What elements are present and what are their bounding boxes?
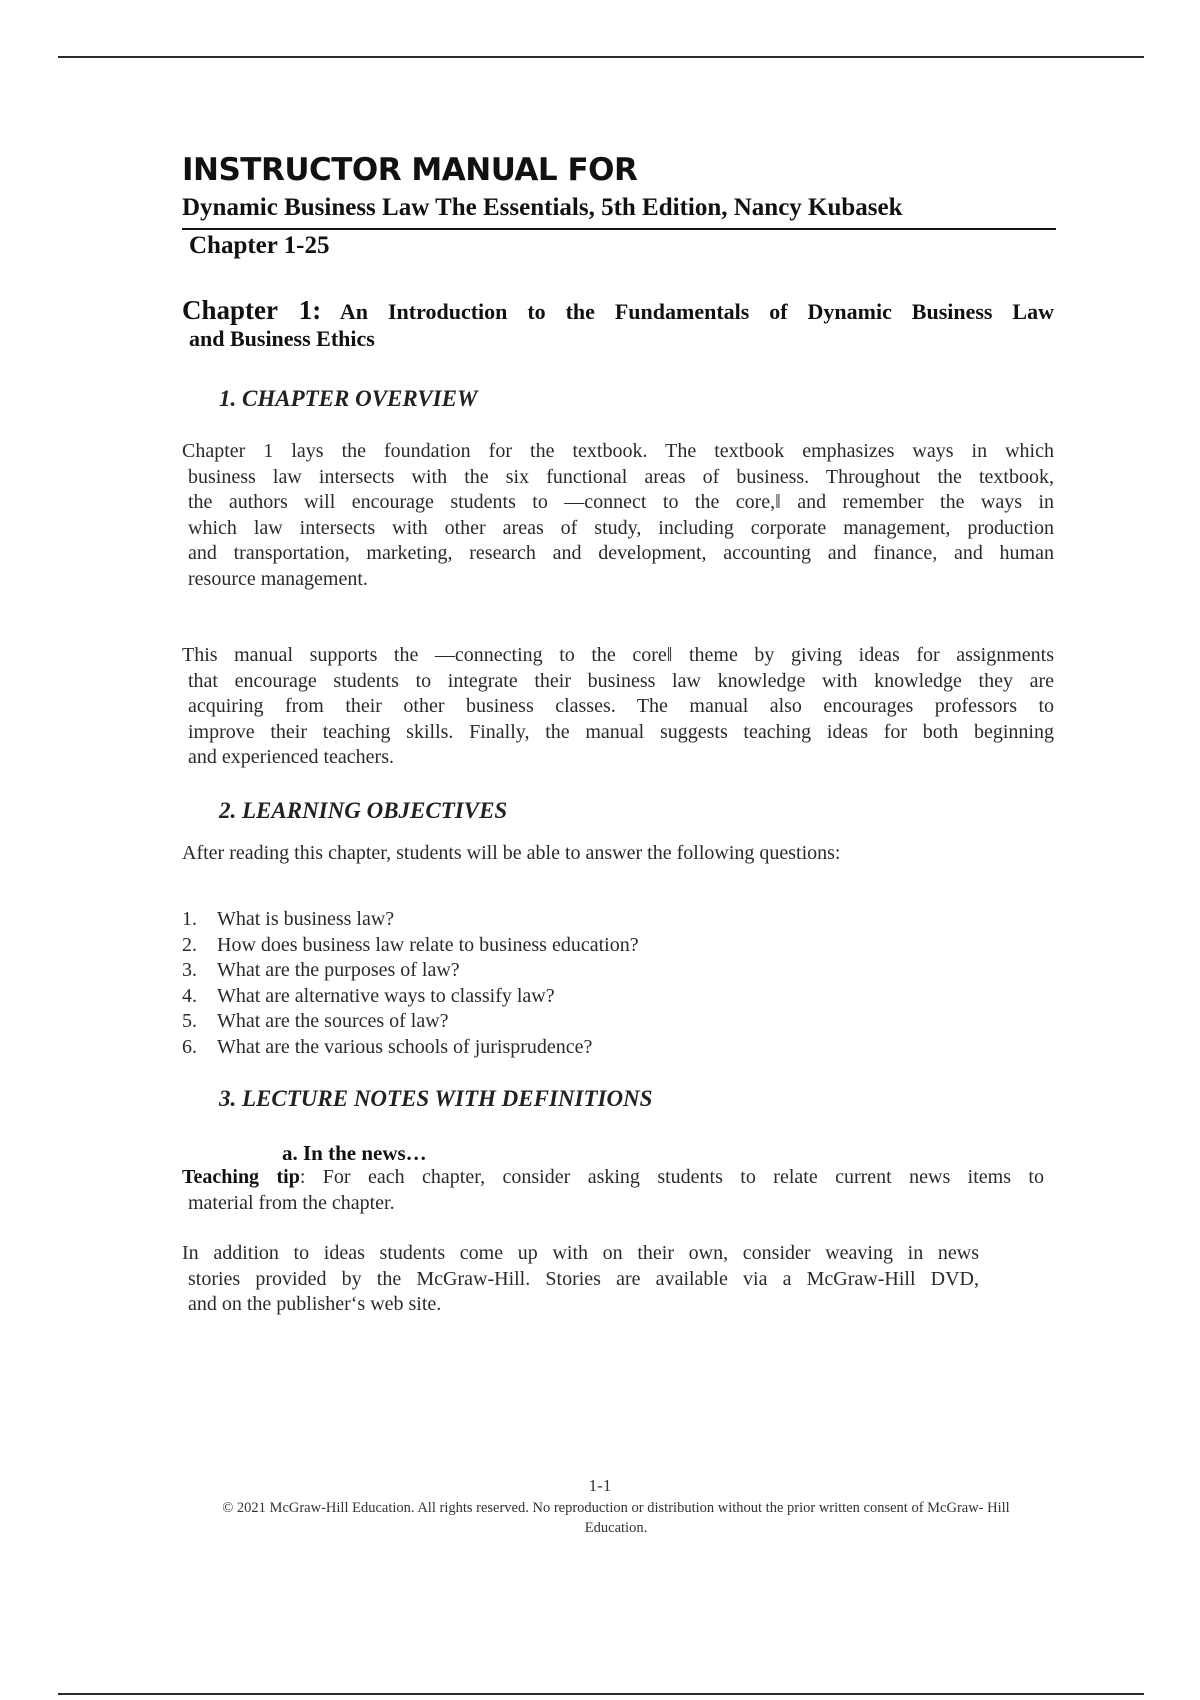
text-line: and transportation, marketing, research and development, accounting and finance, and human: [188, 542, 1054, 564]
chapter-title-line2: and Business Ethics: [189, 326, 375, 351]
page-number: 1-1: [588, 1476, 612, 1495]
list-text: What are the sources of law?: [217, 1010, 449, 1032]
text-line: that encourage students to integrate their business law knowledge with knowledge they are: [188, 669, 1054, 692]
list-text: What is business law?: [217, 908, 395, 930]
book-title: Dynamic Business Law The Essentials, 5th Edition, Nancy Kubasek: [182, 194, 903, 221]
list-item: [182, 1035, 639, 1061]
teaching-tip-text: : For each chapter, consider asking students to relate current news items to: [299, 1166, 1044, 1188]
text-line: material from the chapter.: [188, 1191, 395, 1214]
text-line: and experienced teachers.: [188, 746, 394, 768]
subheading-in-the-news: a. In the news…: [282, 1141, 427, 1165]
overview-paragraph-1: [182, 439, 1054, 592]
list-item: [182, 933, 639, 959]
objectives-list: [182, 907, 639, 1060]
bottom-rule: [58, 1693, 1144, 1695]
text-line: improve their teaching skills. Finally, the manual suggests teaching ideas for both beginning: [188, 720, 1054, 743]
text-line: acquiring from their other business classes. The manual also encourages professors to: [188, 695, 1054, 717]
text-line: Chapter 1 lays the foundation for the textbook. The textbook emphasizes ways in which: [182, 440, 1054, 462]
document-title: INSTRUCTOR MANUAL FOR: [182, 152, 638, 188]
section-heading-lecture: 3. LECTURE NOTES WITH DEFINITIONS: [219, 1086, 653, 1111]
list-item: [182, 907, 639, 933]
list-number: 3.: [182, 959, 197, 981]
top-rule: [58, 56, 1144, 58]
chapter-range: Chapter 1-25: [189, 232, 330, 259]
text-line: This manual supports the ―connecting to the core‖ theme by giving ideas for assignments: [182, 644, 1054, 666]
text-line: In addition to ideas students come up with on their own, consider weaving in news: [182, 1242, 979, 1264]
list-item: [182, 984, 639, 1010]
list-number: 4.: [182, 984, 197, 1007]
text-line: which law intersects with other areas of study, including corporate management, production: [188, 516, 1054, 539]
list-number: 1.: [182, 908, 197, 930]
list-text: What are the purposes of law?: [217, 959, 460, 981]
chapter-number: Chapter 1:: [182, 295, 322, 325]
objectives-intro: After reading this chapter, students will be able to answer the following questions:: [182, 842, 841, 864]
chapter-title-line1: An Introduction to the Fundamentals of Dynamic Business Law: [339, 299, 1054, 324]
text-line: stories provided by the McGraw-Hill. Stories are available via a McGraw-Hill DVD,: [188, 1267, 979, 1290]
title-underline: [182, 228, 1056, 230]
list-text: How does business law relate to business education?: [217, 933, 639, 956]
text-line: the authors will encourage students to ―connect to the core,‖ and remember the ways in: [188, 491, 1054, 513]
copyright-notice: © 2021 McGraw-Hill Education. All rights reserved. No reproduction or distribution without the prior written consent of McGraw- Hill Education.: [222, 1500, 1010, 1536]
list-text: What are alternative ways to classify law?: [217, 984, 555, 1007]
text-line: [182, 1165, 1044, 1191]
text-line: resource management.: [188, 567, 368, 590]
text-line: business law intersects with the six functional areas of business. Throughout the textbook,: [188, 465, 1054, 488]
list-number: 5.: [182, 1010, 197, 1032]
section-heading-objectives: 2. LEARNING OBJECTIVES: [219, 798, 508, 823]
list-number: 6.: [182, 1035, 197, 1058]
list-item: [182, 958, 639, 984]
list-number: 2.: [182, 933, 197, 956]
list-text: What are the various schools of jurisprudence?: [217, 1035, 593, 1058]
section-heading-overview: 1. CHAPTER OVERVIEW: [219, 386, 478, 411]
teaching-tip: [182, 1165, 1044, 1216]
list-item: [182, 1009, 639, 1035]
lecture-paragraph: [182, 1241, 979, 1318]
teaching-tip-label: Teaching tip: [182, 1166, 300, 1188]
overview-paragraph-2: [182, 643, 1054, 771]
text-line: and on the publisher‘s web site.: [188, 1293, 442, 1315]
chapter-heading: [182, 296, 1054, 326]
